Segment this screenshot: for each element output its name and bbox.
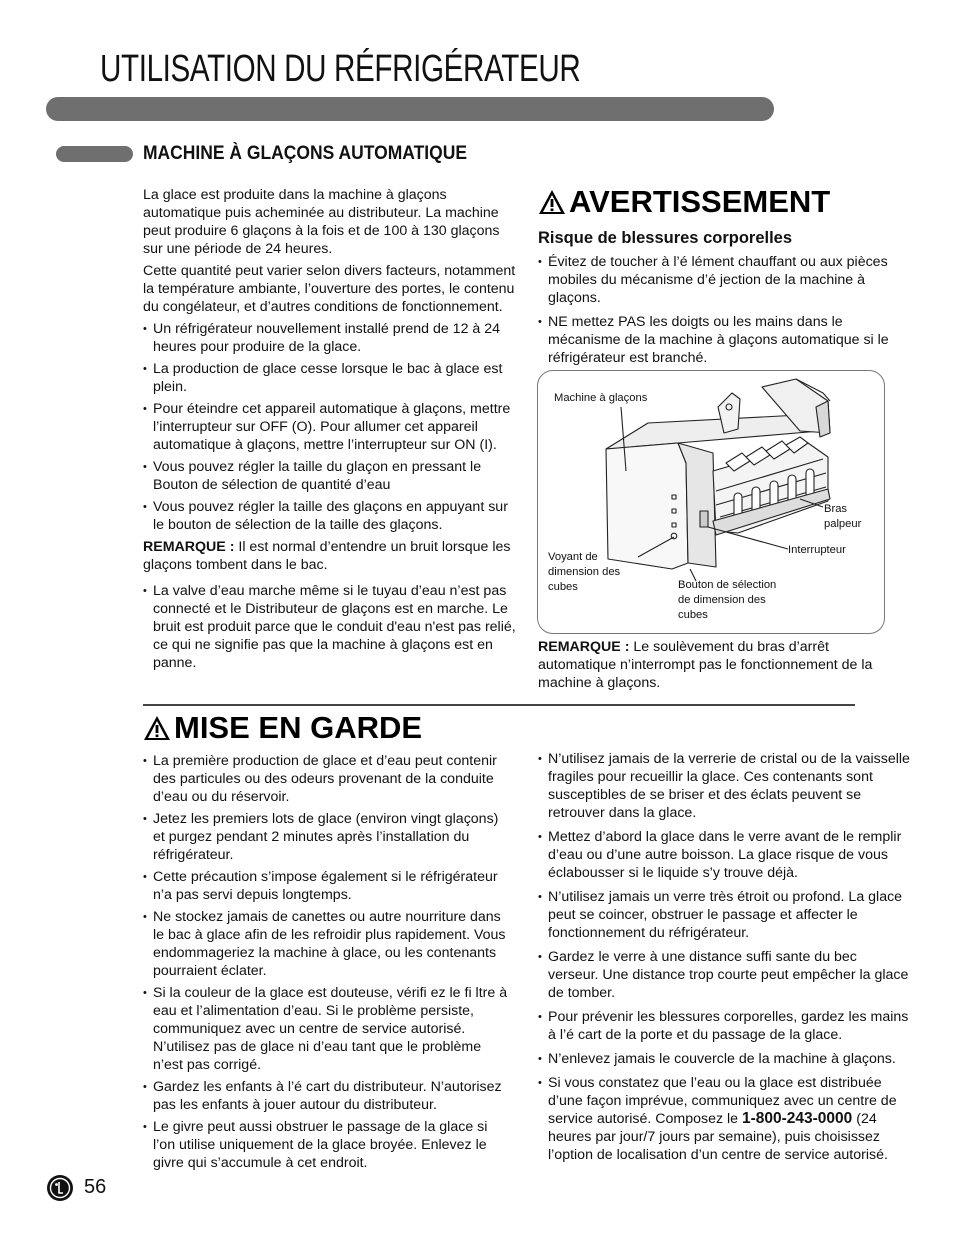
title-bar <box>46 97 774 121</box>
list-item: • Pour éteindre cet appareil automatique à glaçons, mettre l’interrupteur sur OFF (O). Pour allumer cet appareil automatique à glaçons, mettre l’interrupteur sur ON (I). <box>143 400 519 454</box>
diagram-note <box>538 638 910 692</box>
intro-note <box>143 538 519 574</box>
intro-bullet-list <box>143 320 519 534</box>
label-switch: Interrupteur <box>788 544 846 556</box>
note-label: REMARQUE : <box>143 539 235 555</box>
page-title: UTILISATION DU RÉFRIGÉRATEUR <box>100 48 581 90</box>
lg-logo-icon <box>46 1174 74 1202</box>
list-item: • NE mettez PAS les doigts ou les mains dans le mécanisme de la machine à glaçons automatique si le réfrigérateur est branché. <box>538 313 908 367</box>
note-label: REMARQUE : <box>538 639 630 655</box>
list-item: • Ne stockez jamais de canettes ou autre nourriture dans le bac à glace afin de les refroidir plus rapidement. Vous endommageriez la machine à glace, ou les contenants pourraient éclater. <box>143 908 513 980</box>
label-size-button <box>678 578 776 623</box>
list-item: • Pour prévenir les blessures corporelles, gardez les mains à l’é cart de la porte et du passage de la glace. <box>538 1008 910 1044</box>
label-arm <box>824 502 861 532</box>
last-bullet-text: Si vous constatez que l’eau ou la glace est distribuée d’une façon imprévue, communiquez avec un centre de service autorisé. Composez le <box>548 1075 897 1127</box>
section-divider <box>143 704 855 706</box>
ice-maker-diagram <box>537 370 885 634</box>
label-size-button-line: de dimension des <box>678 594 766 606</box>
list-item: • Mettez d’abord la glace dans le verre avant de le remplir d’eau ou d’une autre boisson. La glace risque de vous éclabousser si le liquide s’y trouve déjà. <box>538 828 910 882</box>
list-item: • Cette précaution s’impose également si le réfrigérateur n’a pas servi depuis longtemps. <box>143 868 513 904</box>
list-item: • N’utilisez jamais de la verrerie de cristal ou de la vaisselle fragiles pour recueillir la glace. Ces contenants sont susceptibles de se briser et des éclats peuvent se retrouver dans la glace. <box>538 750 910 822</box>
list-item: • N’enlevez jamais le couvercle de la machine à glaçons. <box>538 1050 910 1068</box>
label-arm-line: Bras <box>824 503 848 515</box>
caution-left-column <box>143 752 513 1176</box>
page-number: 56 <box>84 1176 107 1198</box>
label-size-light <box>548 550 620 595</box>
warning-icon <box>143 714 171 742</box>
warning-icon <box>538 188 566 216</box>
intro-bullet-list-2 <box>143 582 519 672</box>
label-size-light-line: dimension des <box>548 566 621 578</box>
list-item: • Le givre peut aussi obstruer le passage de la glace si l’on utilise uniquement de la glace broyée. Enlevez le givre qui s’accumule à cet endroit. <box>143 1118 513 1172</box>
list-item: • Évitez de toucher à l’é lément chauffant ou aux pièces mobiles du mécanisme d’é jection de la machine à glaçons. <box>538 253 908 307</box>
label-arm-line: palpeur <box>824 518 862 530</box>
list-item: • Gardez le verre à une distance suffi sante du bec verseur. Une distance trop courte peut empêcher la glace de tomber. <box>538 948 910 1002</box>
caution-right-column <box>538 750 910 1168</box>
warning-title <box>538 184 830 220</box>
warning-subtitle: Risque de blessures corporelles <box>538 229 793 247</box>
list-item: • Un réfrigérateur nouvellement installé prend de 12 à 24 heures pour produire de la glace. <box>143 320 519 356</box>
section-pill <box>56 146 133 162</box>
list-item: • Jetez les premiers lots de glace (environ vingt glaçons) et purgez pendant 2 minutes après l’installation du réfrigérateur. <box>143 810 513 864</box>
warning-title-text: AVERTISSEMENT <box>569 184 831 219</box>
list-item <box>538 1074 910 1164</box>
note-text: Il est normal d’entendre un bruit lorsque les glaçons tombent dans le bac. <box>143 539 511 573</box>
label-size-light-line: Voyant de <box>548 551 598 563</box>
list-item: • N’utilisez jamais un verre très étroit ou profond. La glace peut se coincer, obstruer le passage et affecter le fonctionnement du réfrigérateur. <box>538 888 910 942</box>
intro-paragraph-2: Cette quantité peut varier selon divers facteurs, notamment la température ambiante, l’ouverture des portes, le contenu du congélateur, et d’autres conditions de fonctionnement. <box>143 263 516 315</box>
section-heading: MACHINE À GLAÇONS AUTOMATIQUE <box>143 143 468 164</box>
intro-paragraph-1: La glace est produite dans la machine à glaçons automatique puis acheminée au distributeur. La machine peut produire 6 glaçons à la fois et de 100 à 130 glaçons sur une période de 24 heures. <box>143 187 500 257</box>
warning-list <box>538 253 908 371</box>
caution-title-text: MISE EN GARDE <box>174 710 423 745</box>
label-size-light-line: cubes <box>548 581 578 593</box>
label-ice-maker: Machine à glaçons <box>554 392 648 404</box>
list-item: • Gardez les enfants à l’é cart du distributeur. N’autorisez pas les enfants à jouer autour du distributeur. <box>143 1078 513 1114</box>
label-size-button-line: Bouton de sélection <box>678 579 777 591</box>
list-item: • Vous pouvez régler la taille du glaçon en pressant le Bouton de sélection de quantité d’eau <box>143 458 519 494</box>
list-item: • La première production de glace et d’eau peut contenir des particules ou des odeurs provenant de la conduite d’eau ou du réservoir. <box>143 752 513 806</box>
last-bullet-text-end: (24 heures par jour/7 jours par semaine), puis choisissez l’option de localisation d’un centre de service autorisé. <box>548 1111 888 1163</box>
list-item: • Vous pouvez régler la taille des glaçons en appuyant sur le bouton de sélection de la taille des glaçons. <box>143 498 519 534</box>
label-size-button-line: cubes <box>678 609 708 621</box>
list-item: • La production de glace cesse lorsque le bac à glace est plein. <box>143 360 519 396</box>
intro-column <box>143 186 519 676</box>
note-text: Le soulèvement du bras d’arrêt automatique n’interrompt pas le fonctionnement de la machine à glaçons. <box>538 639 873 691</box>
list-item: • La valve d’eau marche même si le tuyau d’eau n’est pas connecté et le Distributeur de glaçons est en marche. Le bruit est produit parce que le conduit d'eau n'est pas relié, ce qui ne signifie pas que la machine à glaçons est en panne. <box>143 582 519 672</box>
list-item: • Si la couleur de la glace est douteuse, vérifi ez le fi ltre à eau et l’alimentation d’eau. Si le problème persiste, communiquez avec un centre de service autorisé. N’utilisez pas de glace ni d’eau tant que le problème n’est pas corrigé. <box>143 984 513 1074</box>
service-phone-number: 1-800-243-0000 <box>741 1110 853 1127</box>
caution-title <box>143 710 422 746</box>
